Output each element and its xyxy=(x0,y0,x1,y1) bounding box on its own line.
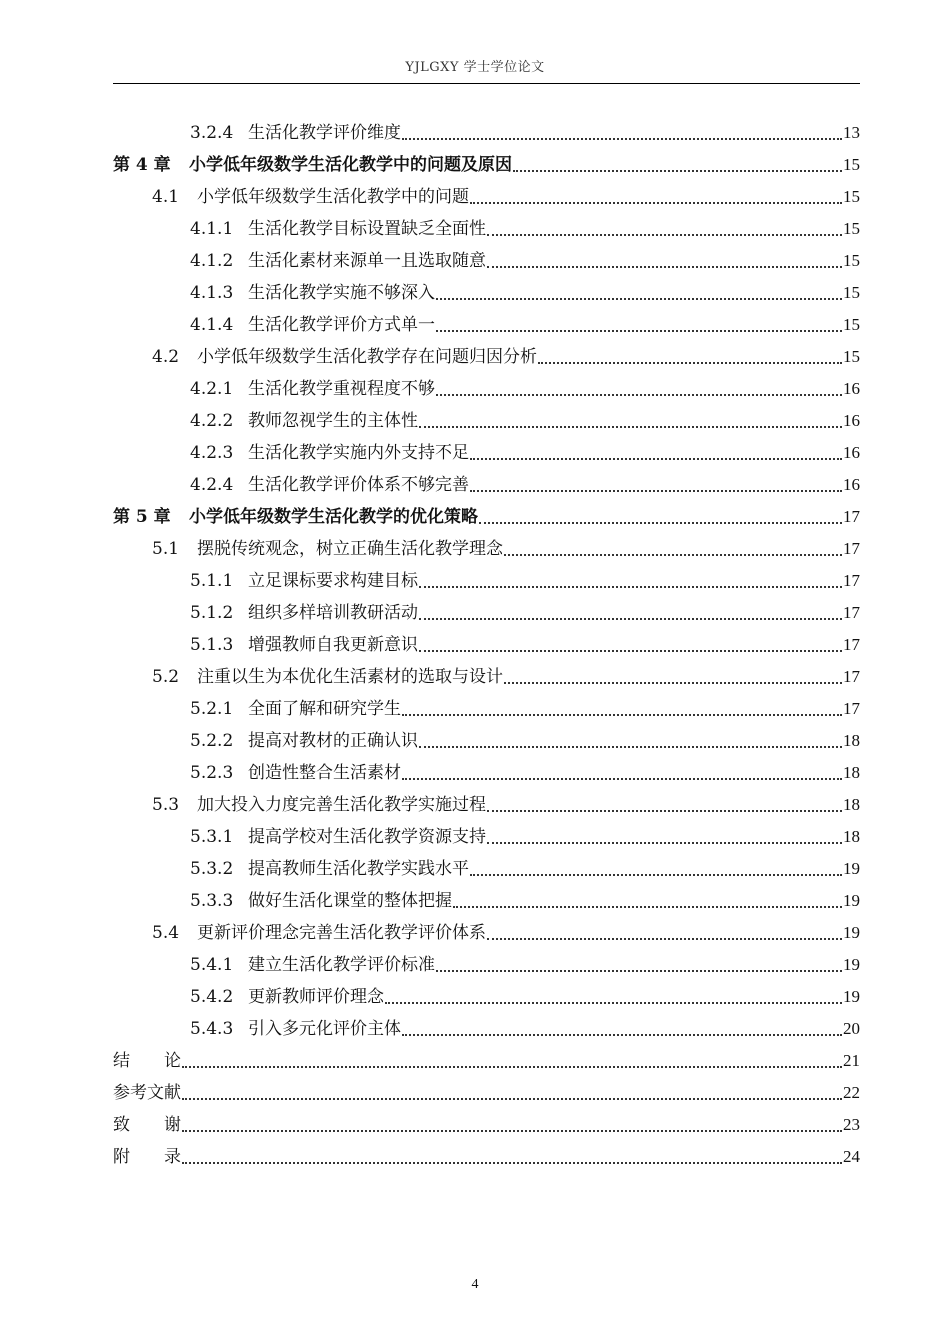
toc-entry-title: 摆脱传统观念，树立正确生活化教学理念 xyxy=(197,539,503,559)
toc-entry-title: 附 录 xyxy=(113,1147,181,1167)
toc-entry-title: 生活化素材来源单一且选取随意 xyxy=(248,251,486,271)
dot-leader xyxy=(182,1130,842,1132)
dot-leader xyxy=(470,458,842,460)
toc-entry[interactable] xyxy=(113,597,860,629)
toc-entry-page: 20 xyxy=(843,1019,860,1038)
toc-entry-page: 15 xyxy=(843,347,860,366)
toc-entry-page: 16 xyxy=(843,379,860,398)
toc-entry-number: 5.1.2 xyxy=(190,603,234,623)
toc-entry-page: 15 xyxy=(843,315,860,334)
dot-leader xyxy=(436,394,842,396)
toc-entry-number: 4.2.3 xyxy=(190,443,234,463)
toc-entry-page: 24 xyxy=(843,1147,860,1166)
toc-entry[interactable] xyxy=(113,533,860,565)
toc-entry-page: 17 xyxy=(843,635,860,654)
toc-entry-number: 4.1.1 xyxy=(190,219,234,239)
toc-entry-title: 生活化教学实施内外支持不足 xyxy=(248,443,469,463)
toc-entry-title: 增强教师自我更新意识 xyxy=(248,635,418,655)
toc-entry-title: 更新教师评价理念 xyxy=(248,987,384,1007)
toc-entry-title: 生活化教学重视程度不够 xyxy=(248,379,435,399)
dot-leader xyxy=(436,970,842,972)
toc-entry-number: 5.3 xyxy=(152,795,180,815)
toc-entry[interactable] xyxy=(113,181,860,213)
toc-entry[interactable] xyxy=(113,821,860,853)
toc-entry[interactable] xyxy=(113,469,860,501)
toc-entry[interactable] xyxy=(113,917,860,949)
toc-entry-page: 17 xyxy=(843,507,860,526)
page-number: 4 xyxy=(471,1277,479,1292)
toc-entry[interactable] xyxy=(113,1141,860,1173)
toc-entry[interactable] xyxy=(113,213,860,245)
dot-leader xyxy=(487,842,842,844)
toc-entry-title: 生活化教学目标设置缺乏全面性 xyxy=(248,219,486,239)
toc-entry-number: 4.2 xyxy=(152,347,180,367)
dot-leader xyxy=(487,810,842,812)
dot-leader xyxy=(487,938,842,940)
toc-entry-page: 19 xyxy=(843,987,860,1006)
toc-entry-number: 5.4.1 xyxy=(190,955,234,975)
toc-entry-number: 5.3.3 xyxy=(190,891,234,911)
toc-entry-number: 5.2.1 xyxy=(190,699,234,719)
dot-leader xyxy=(402,714,842,716)
toc-entry[interactable] xyxy=(113,405,860,437)
toc-entry-page: 18 xyxy=(843,827,860,846)
toc-entry-page: 15 xyxy=(843,283,860,302)
toc-entry-page: 17 xyxy=(843,539,860,558)
toc-entry[interactable] xyxy=(113,277,860,309)
dot-leader xyxy=(182,1098,842,1100)
toc-entry-title: 小学低年级数学生活化教学中的问题 xyxy=(197,187,469,207)
toc-entry[interactable] xyxy=(113,117,860,149)
toc-entry-number: 5.1 xyxy=(152,539,180,559)
header-divider xyxy=(113,83,860,84)
toc-entry-page: 18 xyxy=(843,731,860,750)
toc-entry-page: 19 xyxy=(843,955,860,974)
toc-entry-number: 4.2.1 xyxy=(190,379,234,399)
toc-entry-number: 5.3.1 xyxy=(190,827,234,847)
toc-entry-title: 加大投入力度完善生活化教学实施过程 xyxy=(197,795,486,815)
dot-leader xyxy=(419,650,842,652)
dot-leader xyxy=(470,490,842,492)
toc-entry[interactable] xyxy=(113,341,860,373)
dot-leader xyxy=(385,1002,842,1004)
toc-entry-page: 16 xyxy=(843,475,860,494)
toc-entry-page: 15 xyxy=(843,251,860,270)
dot-leader xyxy=(538,362,842,364)
toc-entry[interactable] xyxy=(113,629,860,661)
dot-leader xyxy=(513,170,842,172)
toc-entry-page: 17 xyxy=(843,699,860,718)
toc-entry[interactable] xyxy=(113,757,860,789)
dot-leader xyxy=(419,586,842,588)
toc-entry-number: 4.1.4 xyxy=(190,315,234,335)
toc-entry-title: 全面了解和研究学生 xyxy=(248,699,401,719)
toc-entry-title: 小学低年级数学生活化教学存在问题归因分析 xyxy=(197,347,537,367)
toc-entry-title: 教师忽视学生的主体性 xyxy=(248,411,418,431)
toc-entry-number: 4.1.3 xyxy=(190,283,234,303)
toc-entry-title: 小学低年级数学生活化教学的优化策略 xyxy=(189,507,478,527)
toc-entry-title: 生活化教学评价体系不够完善 xyxy=(248,475,469,495)
dot-leader xyxy=(402,138,842,140)
dot-leader xyxy=(182,1066,842,1068)
toc-entry[interactable] xyxy=(113,437,860,469)
toc-entry-page: 16 xyxy=(843,443,860,462)
page-header: YJLGXY 学士学位论文 xyxy=(405,60,545,75)
toc-entry-page: 19 xyxy=(843,923,860,942)
toc-entry-title: 参考文献 xyxy=(113,1083,181,1103)
toc-entry-title: 致 谢 xyxy=(113,1115,181,1135)
toc-entry-title: 提高教师生活化教学实践水平 xyxy=(248,859,469,879)
toc-entry-title: 小学低年级数学生活化教学中的问题及原因 xyxy=(189,155,512,175)
toc-entry-page: 19 xyxy=(843,891,860,910)
toc-entry-page: 16 xyxy=(843,411,860,430)
dot-leader xyxy=(402,1034,842,1036)
toc-entry[interactable] xyxy=(113,149,860,181)
toc-entry-number: 3.2.4 xyxy=(190,123,234,143)
toc-entry-title: 创造性整合生活素材 xyxy=(248,763,401,783)
dot-leader xyxy=(182,1162,842,1164)
toc-entry-page: 18 xyxy=(843,763,860,782)
toc-entry[interactable] xyxy=(113,853,860,885)
toc-entry-title: 注重以生为本优化生活素材的选取与设计 xyxy=(197,667,503,687)
dot-leader xyxy=(419,746,842,748)
toc-entry-title: 生活化教学评价方式单一 xyxy=(248,315,435,335)
toc-entry-number: 4.2.4 xyxy=(190,475,234,495)
dot-leader xyxy=(436,330,842,332)
toc-entry[interactable] xyxy=(113,245,860,277)
dot-leader xyxy=(419,618,842,620)
toc-entry-page: 21 xyxy=(843,1051,860,1070)
toc-entry[interactable] xyxy=(113,949,860,981)
toc-entry[interactable] xyxy=(113,1045,860,1077)
toc-entry-number: 5.3.2 xyxy=(190,859,234,879)
toc-entry[interactable] xyxy=(113,789,860,821)
toc-entry-page: 15 xyxy=(843,155,860,174)
toc-entry-title: 更新评价理念完善生活化教学评价体系 xyxy=(197,923,486,943)
toc-entry-number: 5.1.1 xyxy=(190,571,234,591)
toc-entry[interactable] xyxy=(113,565,860,597)
table-of-contents xyxy=(113,117,860,1173)
toc-entry[interactable] xyxy=(113,981,860,1013)
toc-entry-page: 18 xyxy=(843,795,860,814)
toc-entry[interactable] xyxy=(113,725,860,757)
dot-leader xyxy=(453,906,842,908)
dot-leader xyxy=(402,778,842,780)
dot-leader xyxy=(479,522,842,524)
toc-entry-title: 组织多样培训教研活动 xyxy=(248,603,418,623)
toc-entry-page: 23 xyxy=(843,1115,860,1134)
toc-entry-page: 17 xyxy=(843,603,860,622)
dot-leader xyxy=(504,682,842,684)
toc-entry[interactable] xyxy=(113,661,860,693)
toc-entry[interactable] xyxy=(113,693,860,725)
toc-entry-page: 19 xyxy=(843,859,860,878)
toc-entry-title: 生活化教学实施不够深入 xyxy=(248,283,435,303)
dot-leader xyxy=(419,426,842,428)
toc-entry-number: 4.2.2 xyxy=(190,411,234,431)
dot-leader xyxy=(487,234,842,236)
dot-leader xyxy=(504,554,842,556)
toc-entry-title: 提高学校对生活化教学资源支持 xyxy=(248,827,486,847)
toc-entry[interactable] xyxy=(113,885,860,917)
toc-entry-number: 5.1.3 xyxy=(190,635,234,655)
toc-entry-title: 引入多元化评价主体 xyxy=(248,1019,401,1039)
toc-entry-page: 15 xyxy=(843,219,860,238)
toc-entry[interactable] xyxy=(113,501,860,533)
toc-entry[interactable] xyxy=(113,1109,860,1141)
toc-entry-title: 建立生活化教学评价标准 xyxy=(248,955,435,975)
dot-leader xyxy=(470,202,842,204)
toc-entry-title: 做好生活化课堂的整体把握 xyxy=(248,891,452,911)
toc-entry-title: 结 论 xyxy=(113,1051,181,1071)
toc-entry-page: 17 xyxy=(843,667,860,686)
toc-entry-number: 第 5 章 xyxy=(113,507,171,527)
toc-entry-page: 22 xyxy=(843,1083,860,1102)
toc-entry-number: 4.1.2 xyxy=(190,251,234,271)
dot-leader xyxy=(470,874,842,876)
dot-leader xyxy=(487,266,842,268)
toc-entry-number: 5.4.2 xyxy=(190,987,234,1007)
toc-entry-title: 提高对教材的正确认识 xyxy=(248,731,418,751)
toc-entry-page: 17 xyxy=(843,571,860,590)
toc-entry-number: 4.1 xyxy=(152,187,180,207)
toc-entry-number: 5.4.3 xyxy=(190,1019,234,1039)
toc-entry-title: 生活化教学评价维度 xyxy=(248,123,401,143)
toc-entry-page: 15 xyxy=(843,187,860,206)
toc-entry[interactable] xyxy=(113,373,860,405)
toc-entry[interactable] xyxy=(113,1013,860,1045)
toc-entry-title: 立足课标要求构建目标 xyxy=(248,571,418,591)
toc-entry[interactable] xyxy=(113,309,860,341)
toc-entry-number: 5.2.2 xyxy=(190,731,234,751)
toc-entry-number: 5.2 xyxy=(152,667,180,687)
toc-entry-number: 5.2.3 xyxy=(190,763,234,783)
toc-entry[interactable] xyxy=(113,1077,860,1109)
toc-entry-number: 第 4 章 xyxy=(113,155,171,175)
toc-entry-page: 13 xyxy=(843,123,860,142)
dot-leader xyxy=(436,298,842,300)
toc-entry-number: 5.4 xyxy=(152,923,180,943)
